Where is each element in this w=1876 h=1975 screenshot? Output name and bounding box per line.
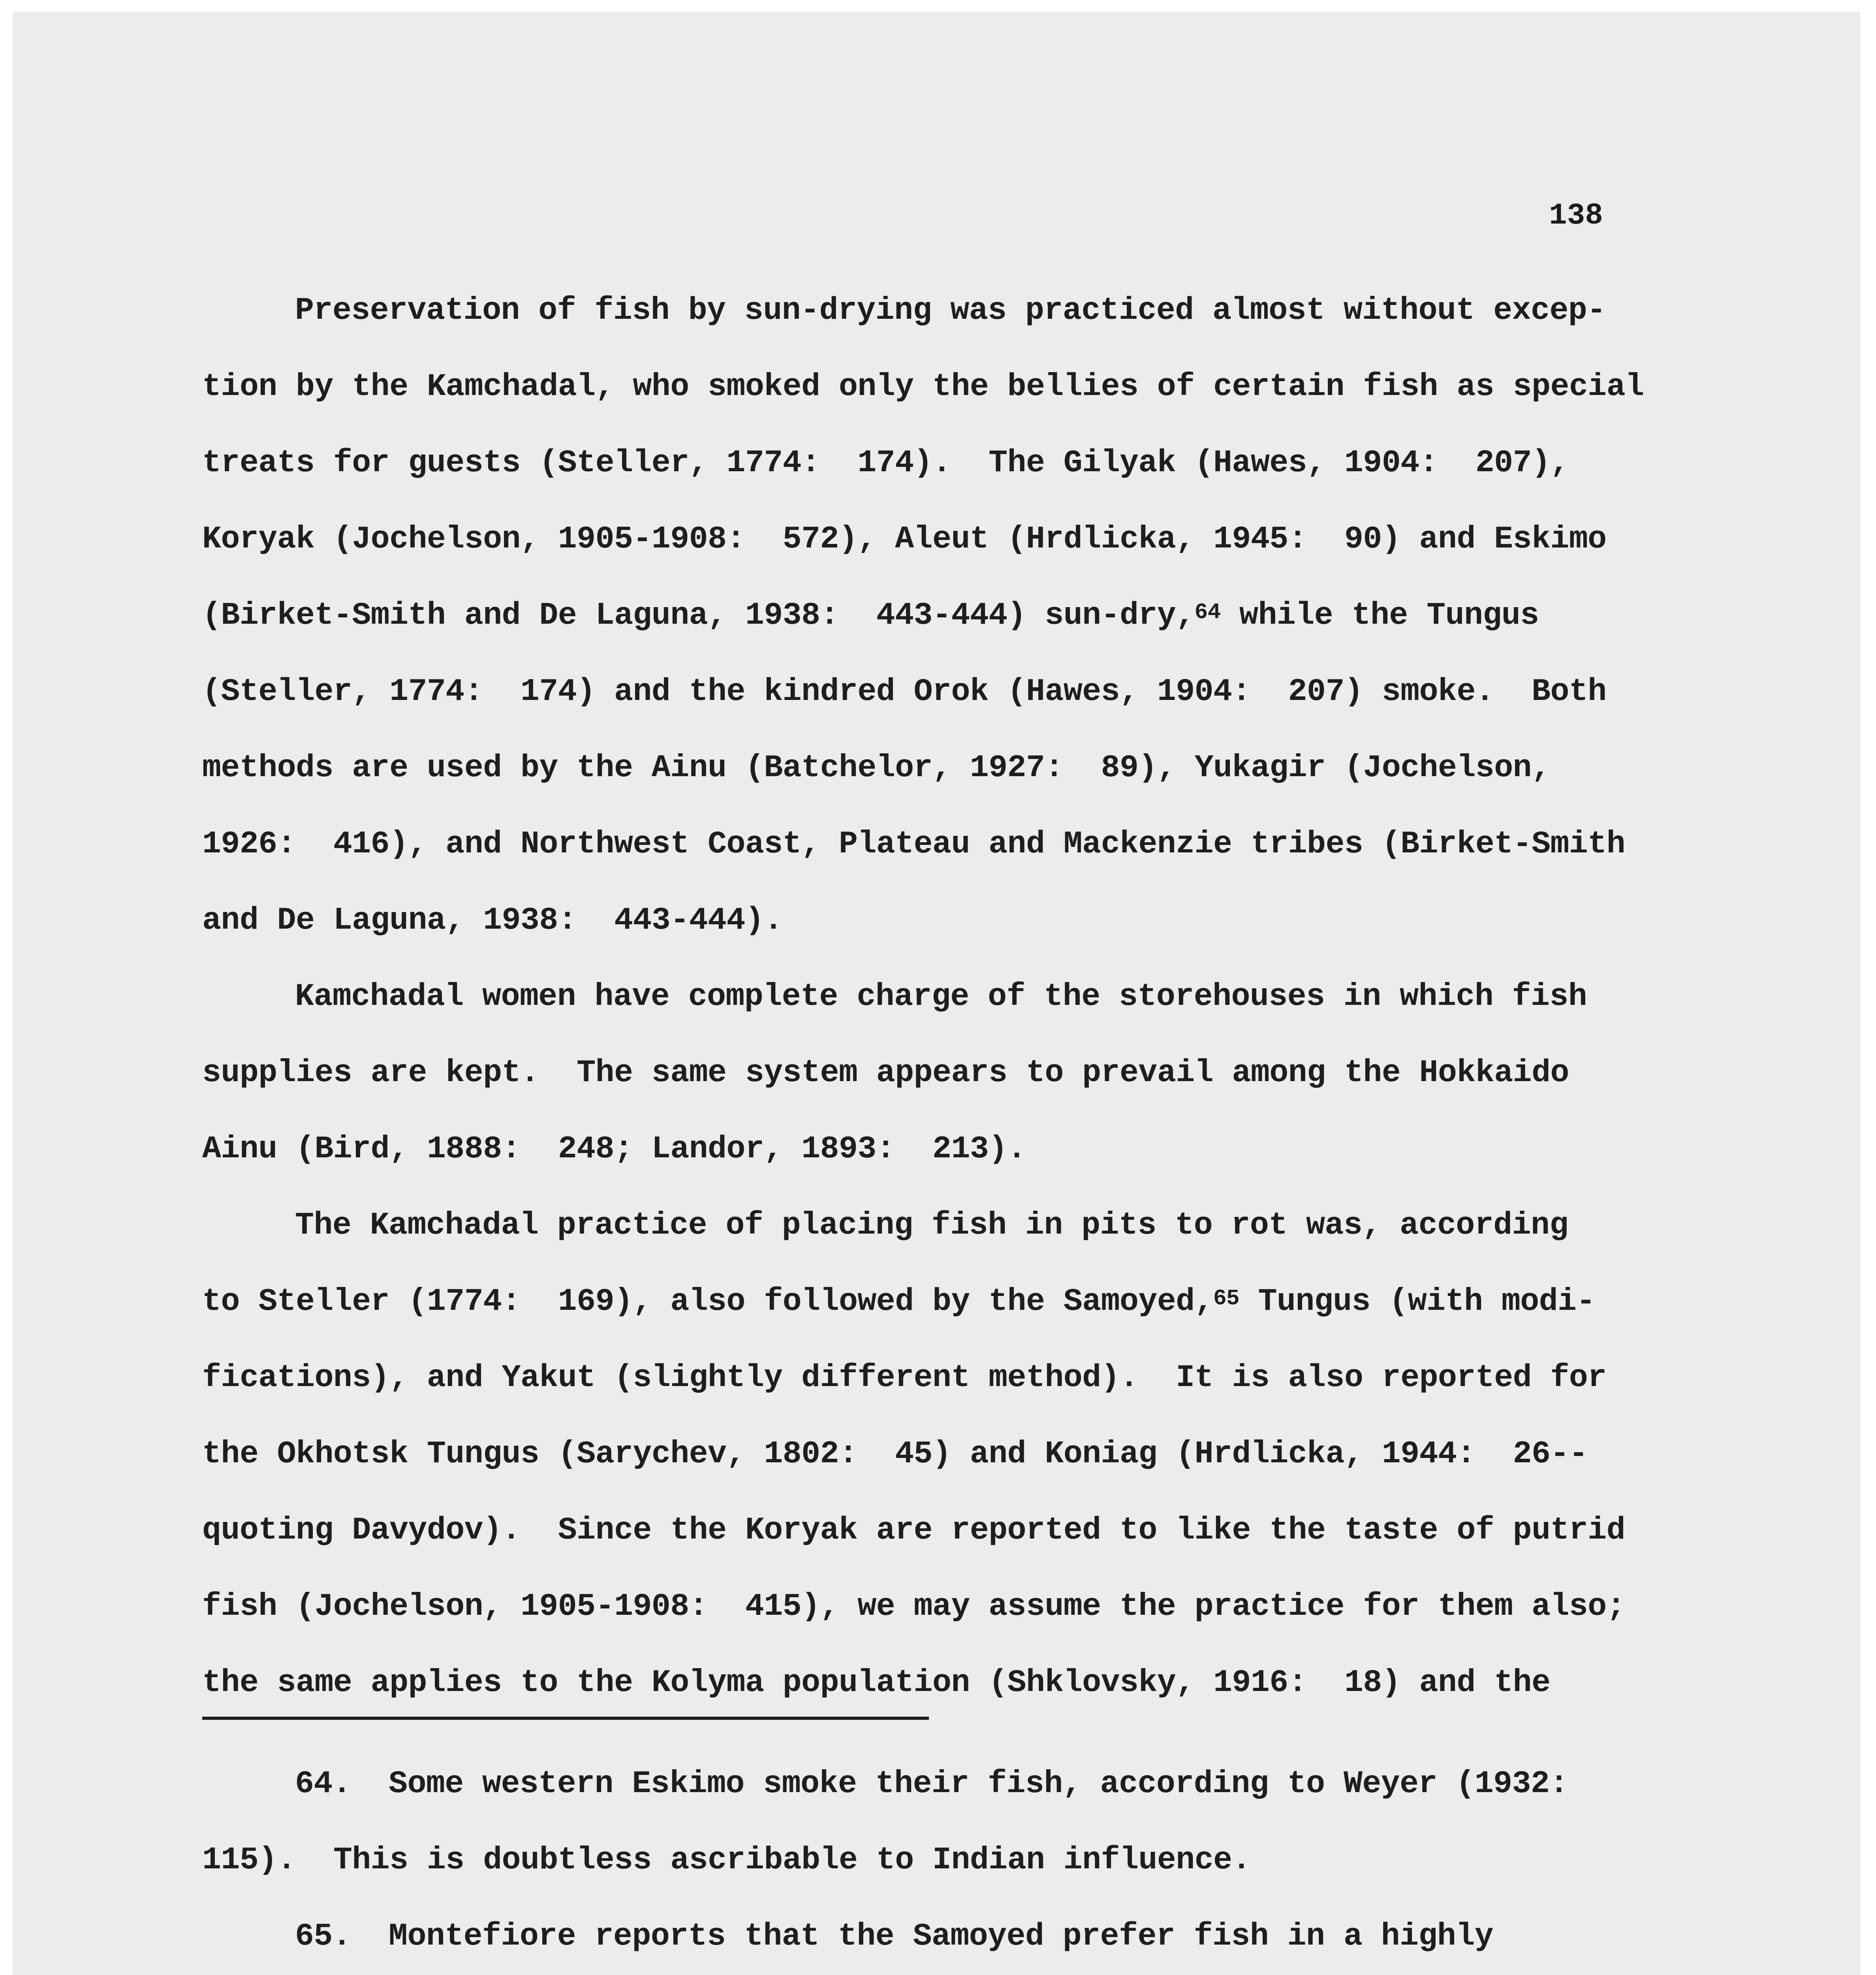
text-line: 115). This is doubtless ascribable to Indian influence.	[202, 1842, 1251, 1878]
text-segment: (Birket-Smith and De Laguna, 1938: 443-444) sun-dry,	[202, 598, 1195, 634]
text-line: The Kamchadal practice of placing fish in pits to rot was, according	[295, 1208, 1568, 1243]
main-text	[202, 273, 1687, 1721]
text-segment: to Steller (1774: 169), also followed by the Samoyed,	[202, 1284, 1214, 1320]
text-line: fications), and Yakut (slightly different method). It is also reported for	[202, 1360, 1607, 1396]
text-line: Koryak (Jochelson, 1905-1908: 572), Aleut (Hrdlicka, 1945: 90) and Eskimo	[202, 521, 1607, 557]
text-line: Preservation of fish by sun-drying was practiced almost without excep-	[295, 293, 1606, 329]
footnote-divider	[202, 1717, 929, 1720]
footnote-65	[202, 1898, 1687, 1975]
text-line: (Steller, 1774: 174) and the kindred Orok (Hawes, 1904: 207) smoke. Both	[202, 674, 1607, 710]
paragraph-1	[202, 273, 1687, 959]
paragraph-3	[202, 1187, 1687, 1721]
text-line: 64. Some western Eskimo smoke their fish, according to Weyer (1932:	[295, 1766, 1568, 1802]
footnotes	[202, 1746, 1687, 1975]
text-line: fish (Jochelson, 1905-1908: 415), we may assume the practice for them also;	[202, 1589, 1625, 1625]
document-page	[13, 12, 1860, 1975]
footnote-64	[202, 1746, 1687, 1898]
text-line: the Okhotsk Tungus (Sarychev, 1802: 45) and Koniag (Hrdlicka, 1944: 26--	[202, 1436, 1588, 1472]
text-line: tion by the Kamchadal, who smoked only the bellies of certain fish as special	[202, 369, 1644, 405]
text-line: supplies are kept. The same system appears to prevail among the Hokkaido	[202, 1055, 1569, 1091]
text-line: 65. Montefiore reports that the Samoyed prefer fish in a highly	[295, 1919, 1494, 1954]
text-line: quoting Davydov). Since the Koryak are reported to like the taste of putrid	[202, 1512, 1625, 1548]
text-line: 1926: 416), and Northwest Coast, Plateau and Mackenzie tribes (Birket-Smith	[202, 826, 1625, 862]
footnote-reference-65: 65	[1213, 1286, 1240, 1311]
text-segment: Tungus (with modi-	[1239, 1284, 1595, 1320]
text-line: and De Laguna, 1938: 443-444).	[202, 903, 783, 939]
text-line	[202, 1264, 1687, 1340]
text-line: Kamchadal women have complete charge of the storehouses in which fish	[295, 979, 1587, 1015]
text-line: treats for guests (Steller, 1774: 174). The Gilyak (Hawes, 1904: 207),	[202, 445, 1569, 481]
footnote-reference-64: 64	[1194, 600, 1221, 625]
paragraph-2	[202, 959, 1687, 1187]
text-line	[202, 577, 1687, 654]
text-line: Ainu (Bird, 1888: 248; Landor, 1893: 213).	[202, 1131, 1026, 1167]
text-line: methods are used by the Ainu (Batchelor, 1927: 89), Yukagir (Jochelson,	[202, 750, 1551, 786]
text-line: the same applies to the Kolyma population (Shklovsky, 1916: 18) and the	[202, 1665, 1551, 1701]
text-segment: while the Tungus	[1220, 598, 1539, 634]
page-number: 138	[1549, 199, 1603, 233]
